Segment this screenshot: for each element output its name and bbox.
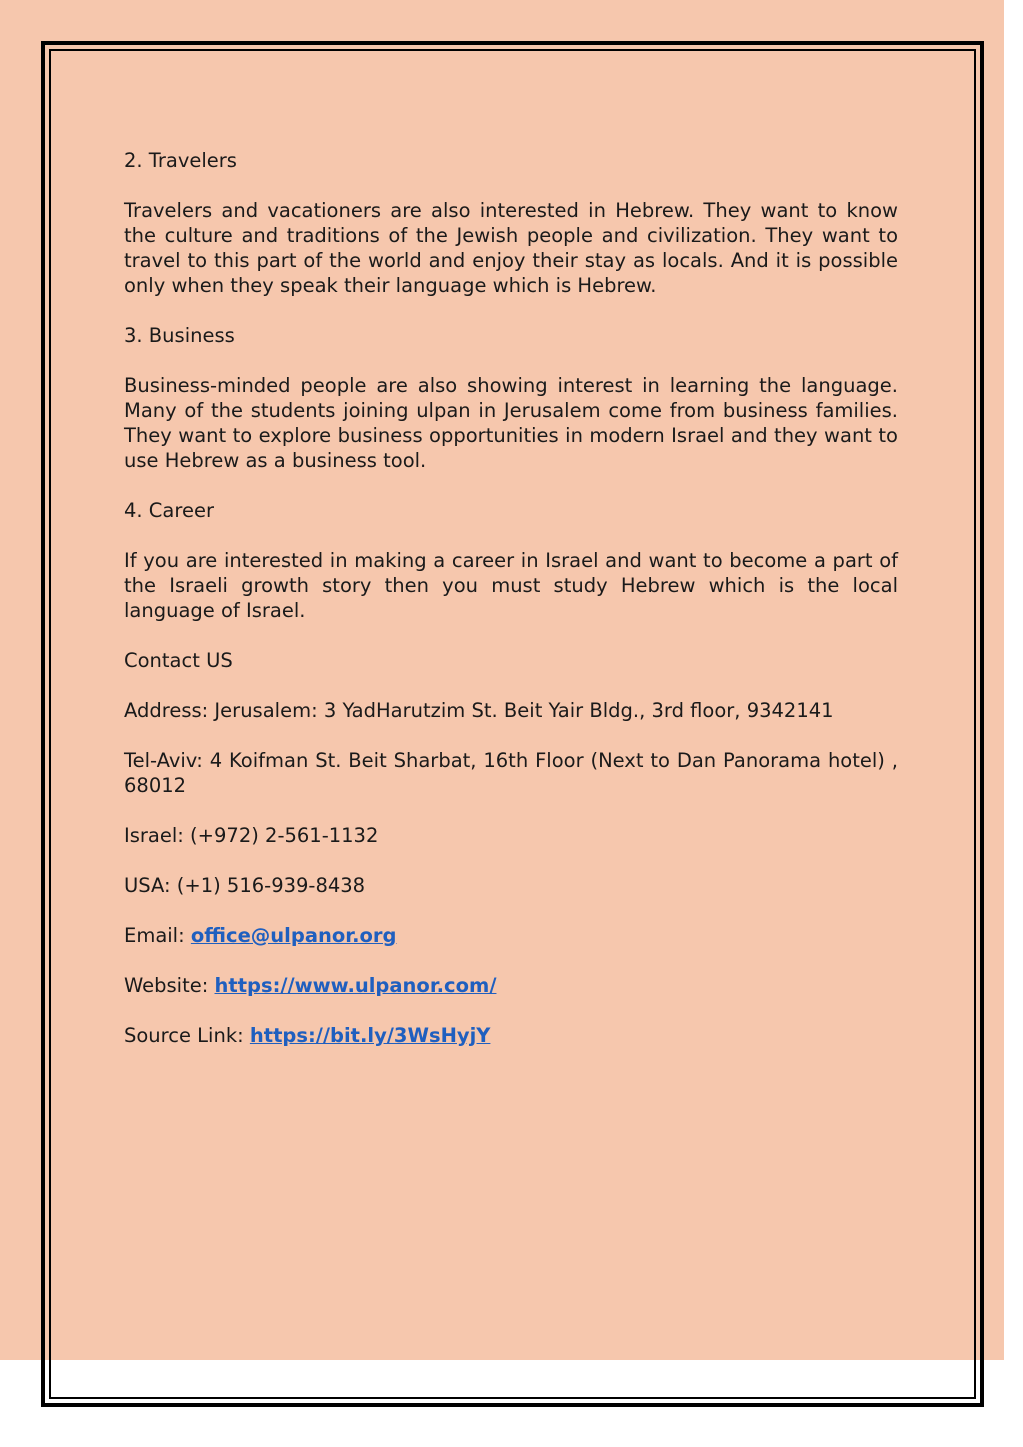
section-body-business: Business-minded people are also showing interest in learning the language. Many of the students joining ulpan in Jerusalem come from business families. They want to explore business opportunities in modern Israel and they want to use Hebrew as a business tool. — [124, 374, 898, 472]
contact-tel-aviv: Tel-Aviv: 4 Koifman St. Beit Sharbat, 16th Floor (Next to Dan Panorama hotel) , 68012 — [124, 749, 898, 797]
contact-usa-phone: USA: (+1) 516-939-8438 — [124, 874, 366, 897]
section-heading-career: 4. Career — [124, 499, 214, 522]
contact-email-line — [124, 923, 898, 948]
section-heading-travelers: 2. Travelers — [124, 149, 237, 172]
source-link[interactable]: https://bit.ly/3WsHyjY — [249, 1024, 491, 1047]
website-label: Website: — [124, 974, 215, 997]
section-body-career: If you are interested in making a career in Israel and want to become a part of the Israeli growth story then you must study Hebrew which is the local language of Israel. — [124, 549, 898, 622]
contact-heading: Contact US — [124, 649, 233, 672]
source-label: Source Link: — [124, 1024, 250, 1047]
contact-israel-phone: Israel: (+972) 2-561-1132 — [124, 824, 379, 847]
contact-website-line — [124, 973, 898, 998]
section-heading-business: 3. Business — [124, 324, 235, 347]
email-link[interactable]: office@ulpanor.org — [190, 924, 397, 947]
contact-address: Address: Jerusalem: 3 YadHarutzim St. Beit Yair Bldg., 3rd floor, 9342141 — [124, 699, 834, 722]
section-body-travelers: Travelers and vacationers are also interested in Hebrew. They want to know the culture and traditions of the Jewish people and civilization. They want to travel to this part of the world and enjoy their stay as locals. And it is possible only when they speak their language which is Hebrew. — [124, 199, 898, 297]
email-label: Email: — [124, 924, 191, 947]
document-body — [124, 148, 898, 1073]
website-link[interactable]: https://www.ulpanor.com/ — [214, 974, 497, 997]
contact-source-line — [124, 1023, 898, 1048]
